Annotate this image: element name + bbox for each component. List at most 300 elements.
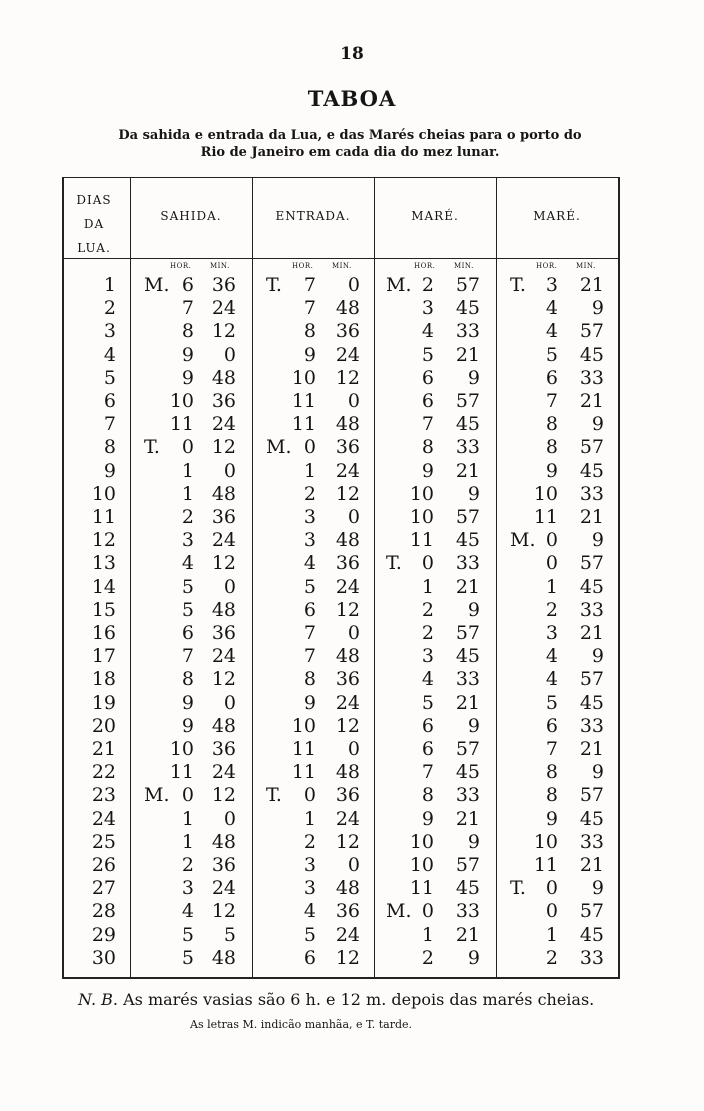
cell-sahida-hour: 1 — [181, 807, 194, 830]
cell-mare2-min: 9 — [591, 761, 604, 784]
cell-dia: 4 — [103, 343, 116, 366]
cell-sahida-hour: 9 — [181, 691, 194, 714]
footnote — [78, 990, 594, 1009]
cell-sahida-hour: 10 — [169, 390, 194, 412]
cell-mare2-min: 33 — [579, 598, 604, 621]
cell-sahida-hour: 7 — [181, 297, 194, 320]
cell-mare2-hour: 11 — [533, 506, 558, 528]
subheader-hor: HOR. — [536, 262, 558, 270]
cell-mare1-min: 45 — [455, 529, 480, 552]
cell-sahida-period: M. — [144, 784, 170, 807]
cell-mare2-min: 21 — [579, 274, 604, 296]
cell-entrada-hour: 11 — [291, 761, 316, 784]
cell-mare2-hour: 4 — [545, 645, 558, 668]
cell-sahida-hour: 2 — [181, 854, 194, 876]
cell-dia: 9 — [103, 459, 116, 482]
cell-mare2-min: 9 — [591, 645, 604, 668]
cell-dia: 18 — [91, 668, 116, 691]
cell-entrada-hour: 7 — [303, 645, 316, 668]
cell-entrada-min: 48 — [335, 297, 360, 320]
cell-mare2-min: 33 — [579, 946, 604, 969]
cell-sahida-min: 0 — [223, 343, 236, 366]
cell-mare1-hour: 10 — [409, 506, 434, 528]
cell-mare2-hour: 2 — [545, 946, 558, 969]
table-row — [64, 738, 618, 761]
cell-mare2-min: 57 — [579, 784, 604, 807]
cell-entrada-min: 36 — [335, 320, 360, 343]
cell-dia: 27 — [91, 877, 116, 900]
cell-dia: 26 — [91, 854, 116, 876]
cell-mare2-hour: 3 — [545, 622, 558, 644]
table-row — [64, 367, 618, 390]
nb-text: As marés vasias são 6 h. e 12 m. depois das marés cheias. — [123, 990, 595, 1009]
cell-dia: 10 — [91, 482, 116, 505]
cell-entrada-hour: 5 — [303, 575, 316, 598]
cell-mare1-hour: 6 — [421, 714, 434, 737]
cell-mare1-hour: 9 — [421, 807, 434, 830]
cell-mare1-hour: 6 — [421, 366, 434, 389]
cell-dia: 6 — [103, 390, 116, 412]
cell-mare1-hour: 2 — [421, 946, 434, 969]
cell-dia: 29 — [91, 923, 116, 946]
cell-mare1-hour: 11 — [409, 877, 434, 900]
table-row — [64, 599, 618, 622]
cell-entrada-min: 12 — [335, 830, 360, 853]
cell-entrada-min: 24 — [335, 923, 360, 946]
cell-sahida-min: 36 — [211, 854, 236, 876]
cell-mare2-min: 33 — [579, 830, 604, 853]
cell-mare1-hour: 0 — [421, 552, 434, 575]
cell-entrada-hour: 8 — [303, 668, 316, 691]
cell-mare2-period: T. — [510, 877, 526, 900]
cell-entrada-hour: 11 — [291, 413, 316, 436]
header-sahida: SAHIDA. — [160, 209, 222, 223]
cell-sahida-min: 12 — [211, 552, 236, 575]
cell-mare2-hour: 5 — [545, 691, 558, 714]
table-row — [64, 390, 618, 413]
cell-entrada-min: 24 — [335, 459, 360, 482]
cell-mare2-min: 9 — [591, 877, 604, 900]
cell-mare2-hour: 8 — [545, 413, 558, 436]
table-row — [64, 784, 618, 807]
cell-dia: 25 — [91, 830, 116, 853]
cell-dia: 17 — [91, 645, 116, 668]
table-row — [64, 692, 618, 715]
cell-mare2-hour: 7 — [545, 390, 558, 412]
cell-sahida-hour: 3 — [181, 877, 194, 900]
cell-mare1-hour: 4 — [421, 320, 434, 343]
cell-sahida-min: 12 — [211, 320, 236, 343]
cell-mare1-hour: 7 — [421, 413, 434, 436]
cell-mare1-hour: 10 — [409, 482, 434, 505]
table-row — [64, 506, 618, 529]
cell-entrada-min: 48 — [335, 877, 360, 900]
cell-mare1-hour: 4 — [421, 668, 434, 691]
cell-sahida-min: 24 — [211, 413, 236, 436]
cell-mare2-min: 21 — [579, 854, 604, 876]
cell-mare1-hour: 8 — [421, 784, 434, 807]
cell-entrada-min: 48 — [335, 645, 360, 668]
cell-mare2-hour: 7 — [545, 738, 558, 760]
cell-mare1-hour: 9 — [421, 459, 434, 482]
table-row — [64, 808, 618, 831]
cell-mare2-min: 45 — [579, 807, 604, 830]
cell-sahida-hour: 1 — [181, 482, 194, 505]
cell-sahida-hour: 4 — [181, 900, 194, 923]
cell-mare2-hour: 5 — [545, 343, 558, 366]
subtitle — [60, 127, 640, 161]
cell-mare1-min: 57 — [455, 274, 480, 296]
cell-entrada-hour: 10 — [291, 366, 316, 389]
cell-entrada-min: 12 — [335, 598, 360, 621]
subheader-min: MIN. — [576, 262, 596, 270]
cell-sahida-period: M. — [144, 274, 170, 296]
cell-sahida-hour: 10 — [169, 738, 194, 760]
cell-dia: 5 — [103, 366, 116, 389]
cell-mare2-hour: 8 — [545, 784, 558, 807]
cell-sahida-hour: 9 — [181, 714, 194, 737]
table-row — [64, 761, 618, 784]
cell-mare2-hour: 4 — [545, 320, 558, 343]
cell-mare1-hour: 10 — [409, 854, 434, 876]
cell-mare2-hour: 4 — [545, 297, 558, 320]
cell-mare1-min: 45 — [455, 413, 480, 436]
cell-mare1-min: 9 — [467, 714, 480, 737]
cell-mare1-min: 21 — [455, 343, 480, 366]
cell-entrada-min: 12 — [335, 946, 360, 969]
page-number: 18 — [340, 44, 364, 64]
cell-mare2-min: 45 — [579, 691, 604, 714]
header-entrada: ENTRADA. — [275, 209, 351, 223]
cell-sahida-hour: 5 — [181, 575, 194, 598]
cell-sahida-min: 0 — [223, 807, 236, 830]
cell-mare2-hour: 0 — [545, 552, 558, 575]
cell-sahida-min: 0 — [223, 459, 236, 482]
cell-entrada-period: M. — [266, 436, 292, 459]
cell-sahida-hour: 7 — [181, 645, 194, 668]
cell-entrada-period: T. — [266, 784, 282, 807]
cell-mare2-min: 33 — [579, 366, 604, 389]
cell-entrada-min: 0 — [347, 738, 360, 760]
cell-entrada-hour: 4 — [303, 900, 316, 923]
cell-mare1-hour: 8 — [421, 436, 434, 459]
cell-entrada-min: 0 — [347, 390, 360, 412]
cell-entrada-min: 36 — [335, 552, 360, 575]
cell-mare2-min: 57 — [579, 668, 604, 691]
cell-dia: 8 — [103, 436, 116, 459]
cell-mare1-min: 57 — [455, 854, 480, 876]
cell-mare1-hour: 3 — [421, 297, 434, 320]
cell-mare1-min: 33 — [455, 320, 480, 343]
header-dias-line-1: DIAS — [76, 193, 112, 207]
cell-mare1-period: M. — [386, 900, 412, 923]
cell-mare1-hour: 6 — [421, 738, 434, 760]
cell-mare2-min: 33 — [579, 482, 604, 505]
cell-dia: 22 — [91, 761, 116, 784]
cell-entrada-hour: 11 — [291, 390, 316, 412]
cell-entrada-min: 0 — [347, 274, 360, 296]
cell-dia: 3 — [103, 320, 116, 343]
cell-sahida-min: 24 — [211, 529, 236, 552]
cell-mare1-min: 33 — [455, 668, 480, 691]
cell-entrada-min: 12 — [335, 482, 360, 505]
cell-entrada-hour: 7 — [303, 297, 316, 320]
subheader-hor: HOR. — [170, 262, 192, 270]
cell-mare1-hour: 6 — [421, 390, 434, 412]
cell-mare1-hour: 10 — [409, 830, 434, 853]
cell-mare1-min: 21 — [455, 691, 480, 714]
cell-mare1-hour: 2 — [421, 622, 434, 644]
cell-sahida-hour: 11 — [169, 413, 194, 436]
cell-entrada-hour: 9 — [303, 691, 316, 714]
cell-entrada-min: 24 — [335, 691, 360, 714]
cell-mare1-min: 33 — [455, 436, 480, 459]
cell-mare2-min: 57 — [579, 320, 604, 343]
cell-entrada-hour: 2 — [303, 830, 316, 853]
cell-mare1-min: 9 — [467, 598, 480, 621]
cell-entrada-min: 36 — [335, 668, 360, 691]
cell-mare2-min: 57 — [579, 900, 604, 923]
cell-sahida-min: 12 — [211, 784, 236, 807]
page-title: TABOA — [307, 86, 397, 111]
cell-entrada-hour: 0 — [303, 436, 316, 459]
cell-entrada-hour: 1 — [303, 459, 316, 482]
cell-mare1-period: M. — [386, 274, 412, 296]
cell-sahida-min: 24 — [211, 761, 236, 784]
subheader-hor: HOR. — [414, 262, 436, 270]
cell-mare1-hour: 5 — [421, 343, 434, 366]
cell-sahida-min: 0 — [223, 691, 236, 714]
header-dias-line-3: LUA. — [77, 241, 111, 255]
cell-mare2-hour: 8 — [545, 436, 558, 459]
cell-mare1-min: 45 — [455, 297, 480, 320]
subheader-min: MIN. — [454, 262, 474, 270]
cell-entrada-hour: 9 — [303, 343, 316, 366]
cell-entrada-min: 36 — [335, 436, 360, 459]
header-dias-line-2: DA — [83, 217, 105, 231]
cell-mare1-hour: 2 — [421, 598, 434, 621]
cell-mare2-hour: 9 — [545, 459, 558, 482]
cell-mare1-hour: 1 — [421, 923, 434, 946]
cell-dia: 24 — [91, 807, 116, 830]
cell-dia: 12 — [91, 529, 116, 552]
table-row — [64, 529, 618, 552]
cell-entrada-hour: 7 — [303, 274, 316, 296]
cell-mare2-min: 21 — [579, 622, 604, 644]
cell-mare2-hour: 1 — [545, 923, 558, 946]
cell-mare1-min: 21 — [455, 459, 480, 482]
table-row — [64, 576, 618, 599]
table-row — [64, 274, 618, 297]
cell-entrada-hour: 5 — [303, 923, 316, 946]
cell-entrada-min: 0 — [347, 506, 360, 528]
cell-mare2-min: 45 — [579, 459, 604, 482]
cell-mare2-min: 57 — [579, 552, 604, 575]
cell-mare1-min: 45 — [455, 645, 480, 668]
cell-entrada-min: 48 — [335, 413, 360, 436]
cell-mare2-hour: 1 — [545, 575, 558, 598]
cell-mare1-min: 33 — [455, 900, 480, 923]
cell-entrada-min: 36 — [335, 900, 360, 923]
cell-mare1-min: 9 — [467, 946, 480, 969]
cell-sahida-min: 24 — [211, 645, 236, 668]
cell-dia: 1 — [103, 274, 116, 296]
cell-sahida-min: 48 — [211, 946, 236, 969]
table-row — [64, 668, 618, 691]
cell-entrada-hour: 11 — [291, 738, 316, 760]
table-row — [64, 877, 618, 900]
cell-mare2-hour: 6 — [545, 714, 558, 737]
cell-entrada-min: 12 — [335, 366, 360, 389]
cell-mare1-hour: 0 — [421, 900, 434, 923]
cell-sahida-hour: 2 — [181, 506, 194, 528]
cell-sahida-min: 5 — [223, 923, 236, 946]
cell-entrada-hour: 6 — [303, 598, 316, 621]
cell-dia: 14 — [91, 575, 116, 598]
cell-mare2-hour: 3 — [545, 274, 558, 296]
cell-mare2-min: 21 — [579, 738, 604, 760]
cell-mare2-min: 45 — [579, 923, 604, 946]
cell-sahida-min: 48 — [211, 366, 236, 389]
cell-mare2-hour: 8 — [545, 761, 558, 784]
table-row — [64, 622, 618, 645]
cell-mare1-min: 9 — [467, 482, 480, 505]
cell-mare2-hour: 0 — [545, 877, 558, 900]
subheader-min: MIN. — [332, 262, 352, 270]
cell-sahida-hour: 9 — [181, 343, 194, 366]
cell-dia: 15 — [91, 598, 116, 621]
cell-mare1-hour: 11 — [409, 529, 434, 552]
cell-dia: 30 — [91, 946, 116, 969]
cell-sahida-min: 36 — [211, 506, 236, 528]
cell-entrada-hour: 1 — [303, 807, 316, 830]
table-row — [64, 947, 618, 970]
table-row — [64, 900, 618, 923]
cell-entrada-period: T. — [266, 274, 282, 296]
cell-sahida-min: 48 — [211, 598, 236, 621]
cell-mare2-hour: 10 — [533, 830, 558, 853]
table-row — [64, 297, 618, 320]
cell-sahida-min: 48 — [211, 714, 236, 737]
cell-entrada-hour: 3 — [303, 854, 316, 876]
cell-dia: 11 — [91, 506, 116, 528]
cell-mare2-min: 45 — [579, 343, 604, 366]
cell-entrada-min: 24 — [335, 807, 360, 830]
cell-sahida-hour: 8 — [181, 320, 194, 343]
table-row — [64, 552, 618, 575]
cell-dia: 16 — [91, 622, 116, 644]
cell-sahida-min: 24 — [211, 877, 236, 900]
cell-mare2-min: 45 — [579, 575, 604, 598]
cell-sahida-hour: 1 — [181, 459, 194, 482]
cell-sahida-hour: 6 — [181, 274, 194, 296]
cell-sahida-period: T. — [144, 436, 160, 459]
cell-sahida-min: 36 — [211, 390, 236, 412]
cell-sahida-hour: 8 — [181, 668, 194, 691]
table-row — [64, 413, 618, 436]
cell-mare1-period: T. — [386, 552, 402, 575]
cell-entrada-hour: 0 — [303, 784, 316, 807]
cell-entrada-hour: 6 — [303, 946, 316, 969]
subtitle-line-1: Da sahida e entrada da Lua, e das Marés cheias para o porto do — [118, 128, 582, 143]
cell-mare2-hour: 4 — [545, 668, 558, 691]
cell-sahida-hour: 1 — [181, 830, 194, 853]
cell-entrada-hour: 7 — [303, 622, 316, 644]
cell-mare2-min: 21 — [579, 390, 604, 412]
table-row — [64, 436, 618, 459]
cell-mare1-min: 57 — [455, 738, 480, 760]
cell-mare2-hour: 0 — [545, 529, 558, 552]
cell-mare2-min: 9 — [591, 529, 604, 552]
table-row — [64, 831, 618, 854]
cell-mare2-min: 9 — [591, 297, 604, 320]
cell-mare1-min: 33 — [455, 552, 480, 575]
cell-sahida-hour: 5 — [181, 598, 194, 621]
cell-dia: 7 — [103, 413, 116, 436]
cell-mare1-hour: 1 — [421, 575, 434, 598]
cell-entrada-min: 36 — [335, 784, 360, 807]
cell-mare1-min: 9 — [467, 830, 480, 853]
cell-sahida-hour: 0 — [181, 784, 194, 807]
cell-mare2-min: 57 — [579, 436, 604, 459]
cell-mare2-min: 33 — [579, 714, 604, 737]
cell-mare1-min: 21 — [455, 807, 480, 830]
cell-sahida-min: 36 — [211, 274, 236, 296]
subheader-hor: HOR. — [292, 262, 314, 270]
cell-entrada-min: 12 — [335, 714, 360, 737]
cell-sahida-hour: 6 — [181, 622, 194, 644]
cell-mare2-hour: 2 — [545, 598, 558, 621]
header-divider — [64, 258, 618, 259]
cell-sahida-hour: 11 — [169, 761, 194, 784]
cell-mare1-min: 33 — [455, 784, 480, 807]
cell-mare2-hour: 6 — [545, 366, 558, 389]
cell-sahida-hour: 9 — [181, 366, 194, 389]
table-row — [64, 645, 618, 668]
cell-dia: 23 — [91, 784, 116, 807]
table-row — [64, 320, 618, 343]
table-row — [64, 854, 618, 877]
cell-mare1-hour: 3 — [421, 645, 434, 668]
cell-entrada-min: 0 — [347, 854, 360, 876]
cell-mare1-min: 57 — [455, 506, 480, 528]
table-row — [64, 715, 618, 738]
nb-label: N. B. — [78, 990, 118, 1009]
cell-mare1-min: 21 — [455, 923, 480, 946]
cell-entrada-min: 0 — [347, 622, 360, 644]
cell-sahida-min: 12 — [211, 436, 236, 459]
table-row — [64, 483, 618, 506]
cell-mare2-period: M. — [510, 529, 536, 552]
cell-mare2-period: T. — [510, 274, 526, 296]
cell-sahida-hour: 5 — [181, 923, 194, 946]
cell-sahida-min: 0 — [223, 575, 236, 598]
cell-sahida-min: 36 — [211, 738, 236, 760]
cell-entrada-hour: 3 — [303, 877, 316, 900]
cell-dia: 13 — [91, 552, 116, 575]
cell-sahida-hour: 5 — [181, 946, 194, 969]
subtitle-line-2: Rio de Janeiro em cada dia do mez lunar. — [200, 145, 500, 160]
cell-dia: 21 — [91, 738, 116, 760]
cell-mare2-hour: 0 — [545, 900, 558, 923]
table-row — [64, 344, 618, 367]
cell-sahida-hour: 4 — [181, 552, 194, 575]
cell-mare1-hour: 2 — [421, 274, 434, 296]
cell-sahida-min: 48 — [211, 482, 236, 505]
cell-dia: 2 — [103, 297, 116, 320]
cell-sahida-min: 36 — [211, 622, 236, 644]
legend-note: As letras M. indicão manhãa, e T. tarde. — [190, 1018, 413, 1031]
